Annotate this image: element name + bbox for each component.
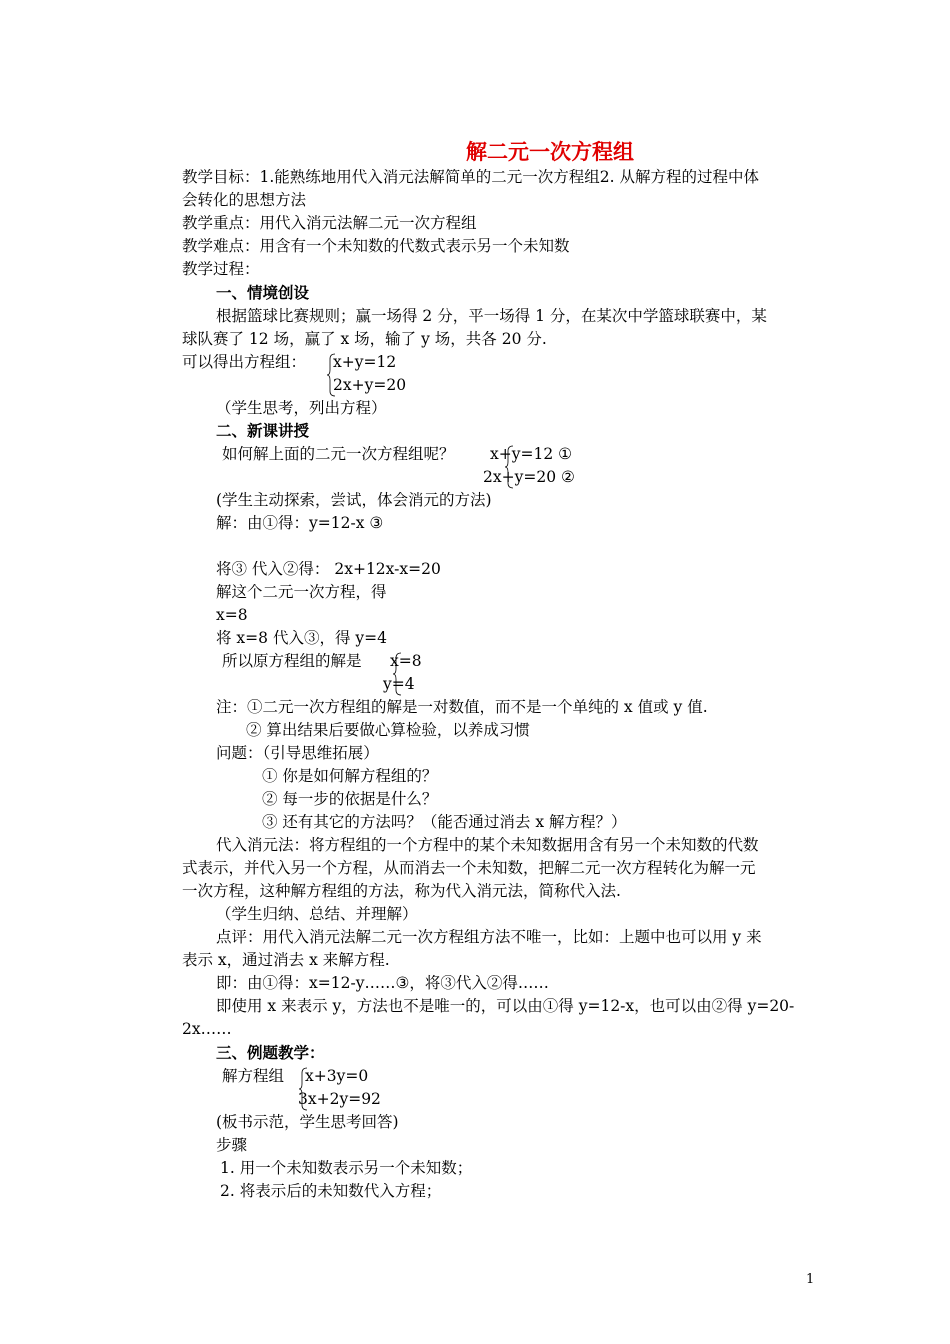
section1-eq2: 2x+y=20 xyxy=(333,376,407,394)
section2-question: 如何解上面的二元一次方程组呢？ xyxy=(222,445,455,463)
answer-x: x=8 xyxy=(390,652,422,670)
note-line1: 注：①二元一次方程组的解是一对数值，而不是一个单纯的 x 值或 y 值. xyxy=(216,698,708,716)
section2-heading: 二、新课讲授 xyxy=(216,422,310,440)
definition-line2: 式表示，并代入另一个方程，从而消去一个未知数，把解二元一次方程转化为解一元 xyxy=(182,859,756,877)
comment-line4: 即使用 x 来表示 y，方法也不是唯一的，可以由①得 y=12-x，也可以由②得 y=20- xyxy=(216,997,795,1015)
section3-eq2: 3x+2y=92 xyxy=(298,1090,381,1108)
section2-eq2: 2x+y=20 ② xyxy=(483,468,575,486)
section3-note: (板书示范，学生思考回答) xyxy=(216,1113,399,1131)
question-3: ③ 还有其它的方法吗？（能否通过消去 x 解方程？） xyxy=(262,813,627,831)
solution-step6: 所以原方程组的解是 xyxy=(222,652,362,670)
question-1: ① 你是如何解方程组的？ xyxy=(262,767,438,785)
section2-note: (学生主动探索，尝试，体会消元的方法) xyxy=(216,491,492,509)
comment-line1: 点评：用代入消元法解二元一次方程组方法不唯一，比如：上题中也可以用 y 来 xyxy=(216,928,762,946)
question-title: 问题：（引导思维拓展） xyxy=(216,744,379,762)
section1-system-label: 可以得出方程组： xyxy=(182,353,307,371)
answer-y: y=4 xyxy=(383,675,415,693)
section2-eq1: x+y=12 ① xyxy=(490,445,573,463)
definition-line1: 代入消元法：将方程组的一个方程中的某个未知数据用含有另一个未知数的代数 xyxy=(216,836,759,854)
section1-heading: 一、情境创设 xyxy=(216,284,310,302)
solution-step3: 解这个二元一次方程，得 xyxy=(216,583,387,601)
process-label: 教学过程： xyxy=(182,260,260,278)
question-2: ② 每一步的依据是什么？ xyxy=(262,790,438,808)
comment-line2: 表示 x，通过消去 x 来解方程. xyxy=(182,951,390,969)
comment-line5: 2x…… xyxy=(182,1020,232,1038)
difficulty: 教学难点：用含有一个未知数的代数式表示另一个未知数 xyxy=(182,237,570,255)
section1-eq1: x+y=12 xyxy=(333,353,397,371)
summary-note: （学生归纳、总结、并理解） xyxy=(216,905,418,923)
objectives-line1: 教学目标：1.能熟练地用代入消元法解简单的二元一次方程组2. 从解方程的过程中体 xyxy=(182,168,760,186)
section3-eq1: x+3y=0 xyxy=(305,1067,369,1085)
steps-title: 步骤 xyxy=(216,1136,248,1154)
section3-label: 解方程组 xyxy=(222,1067,285,1085)
step-1: 1. 用一个未知数表示另一个未知数； xyxy=(220,1159,473,1177)
step-2: 2. 将表示后的未知数代入方程； xyxy=(220,1182,442,1200)
objectives-line2: 会转化的思想方法 xyxy=(182,191,307,209)
solution-step5: 将 x=8 代入③，得 y=4 xyxy=(216,629,387,647)
comment-line3: 即：由①得：x=12-y……③，将③代入②得…… xyxy=(216,974,549,992)
page-number: 1 xyxy=(806,1272,815,1287)
section1-text-line1: 根据篮球比赛规则；赢一场得 2 分，平一场得 1 分，在某次中学篮球联赛中，某 xyxy=(216,307,767,325)
solution-step2: 将③ 代入②得： 2x+12x-x=20 xyxy=(216,560,441,578)
key-point: 教学重点：用代入消元法解二元一次方程组 xyxy=(182,214,477,232)
note-line2: ② 算出结果后要做心算检验，以养成习惯 xyxy=(246,721,530,739)
section1-note: （学生思考，列出方程） xyxy=(216,399,387,417)
section3-heading: 三、例题教学： xyxy=(216,1044,325,1062)
solution-step1: 解：由①得：y=12-x ③ xyxy=(216,514,384,532)
section1-text-line2: 球队赛了 12 场，赢了 x 场，输了 y 场，共各 20 分. xyxy=(182,330,547,348)
solution-step4: x=8 xyxy=(216,606,248,624)
definition-line3: 一次方程，这种解方程组的方法，称为代入消元法，简称代入法. xyxy=(182,882,621,900)
document-title: 解二元一次方程组 xyxy=(466,140,634,164)
